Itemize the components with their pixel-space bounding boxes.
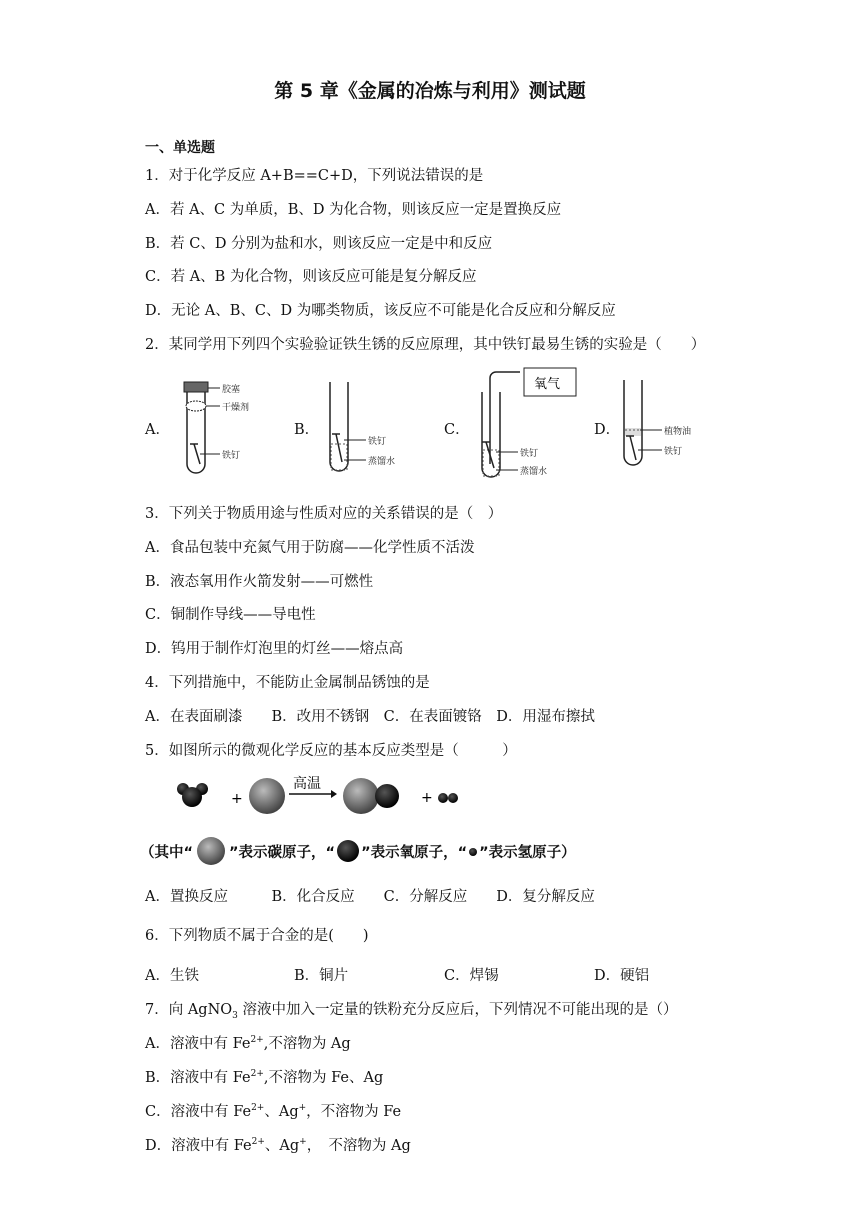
q7-d-post: ， 不溶物为 Ag [306, 1138, 411, 1154]
reaction-diagram [165, 772, 485, 822]
fig-c-label2: 蒸馏水 [520, 467, 548, 477]
legend-text-c: ”表示氧原子，“ [361, 844, 468, 861]
plus-sign-2: + [421, 790, 433, 806]
q7-b-sup: 2+ [250, 1069, 264, 1080]
q7-option-d [145, 1134, 411, 1155]
q3-option-d: D．钨用于制作灯泡里的灯丝——熔点高 [145, 641, 404, 657]
q2-label-b: B． [294, 422, 320, 438]
q1-option-d: D．无论 A、B、C、D 为哪类物质，该反应不可能是化合反应和分解反应 [145, 303, 616, 319]
q2-label-c: C． [444, 422, 470, 438]
q1-option-a: A．若 A、C 为单质，B、D 为化合物，则该反应一定是置换反应 [145, 202, 562, 218]
q1-option-c: C．若 A、B 为化合物，则该反应可能是复分解反应 [145, 269, 477, 285]
legend-hydrogen-icon [467, 845, 479, 857]
fig-b-label1: 铁钉 [368, 437, 387, 447]
q7-option-b [145, 1066, 383, 1087]
q6-option-d: D．硬铝 [594, 968, 650, 984]
q7-c-mid: 、Ag [264, 1104, 299, 1120]
q3-stem: 3．下列关于物质用途与性质对应的关系错误的是（ ） [145, 506, 503, 522]
q7-stem-b: 溶液中加入一定量的铁粉充分反应后，下列情况不可能出现的是（） [237, 1002, 678, 1018]
fig-b-label2: 蒸馏水 [368, 457, 396, 467]
reaction-condition: 高温 [293, 776, 321, 792]
page-title: 第 5 章《金属的冶炼与利用》测试题 [274, 80, 586, 102]
q6-option-c: C．焊锡 [444, 968, 499, 984]
q2-label-d: D． [594, 422, 621, 438]
fig-a-label3: 铁钉 [222, 451, 241, 461]
q7-b-post: ,不溶物为 Fe、Ag [263, 1070, 384, 1086]
rust-experiment-figure [160, 364, 720, 484]
q7-c-post: ，不溶物为 Fe [306, 1104, 402, 1120]
fig-a-label2: 干燥剂 [222, 403, 250, 413]
q1-option-b: B．若 C、D 分别为盐和水，则该反应一定是中和反应 [145, 236, 493, 252]
q6-stem: 6．下列物质不属于合金的是( ) [145, 928, 369, 944]
q7-stem-sub: 3 [232, 1010, 238, 1021]
q3-option-c: C．铜制作导线——导电性 [145, 607, 316, 623]
carbon-atom [249, 778, 285, 814]
tube-a [184, 382, 249, 473]
q7-c-pre: C．溶液中有 Fe [145, 1104, 252, 1120]
q5-stem: 5．如图所示的微观化学反应的基本反应类型是（ ） [145, 743, 517, 759]
tube-d [624, 380, 691, 465]
q5-options: A．置换反应 B．化合反应 C．分解反应 D．复分解反应 [145, 889, 595, 905]
legend-carbon-icon [193, 836, 229, 866]
q7-stem [145, 998, 678, 1021]
hydrogen-molecule [438, 793, 458, 803]
legend-text-a: （其中“ [140, 844, 194, 861]
legend-text-d: ”表示氢原子） [479, 844, 576, 861]
q7-c-sup2: + [298, 1103, 307, 1114]
q5-legend [140, 836, 576, 866]
q3-option-a: A．食品包装中充氮气用于防腐——化学性质不活泼 [145, 540, 475, 556]
co-molecule [343, 778, 399, 814]
fig-d-label2: 铁钉 [664, 447, 683, 457]
q7-d-pre: D．溶液中有 Fe [145, 1138, 252, 1154]
q7-c-sup: 2+ [251, 1103, 265, 1114]
tube-c [482, 368, 576, 477]
fig-a-label1: 胶塞 [222, 385, 241, 395]
fig-c-label1: 铁钉 [520, 449, 539, 459]
arrow-head [331, 790, 337, 798]
water-molecule [177, 783, 208, 807]
q4-stem: 4．下列措施中，不能防止金属制品锈蚀的是 [145, 675, 430, 691]
q7-option-c [145, 1100, 401, 1121]
tube-b [330, 382, 395, 471]
q7-d-sup: 2+ [251, 1137, 265, 1148]
q7-a-pre: A．溶液中有 Fe [145, 1036, 251, 1052]
q2-stem: 2．某同学用下列四个实验验证铁生锈的反应原理，其中铁钉最易生锈的实验是（ ） [145, 337, 706, 353]
q7-b-pre: B．溶液中有 Fe [145, 1070, 251, 1086]
q4-options: A．在表面刷漆 B．改用不锈钢 C．在表面镀铬 D．用湿布擦拭 [145, 709, 595, 725]
q7-a-post: ,不溶物为 Ag [263, 1036, 351, 1052]
q7-d-mid: 、Ag [264, 1138, 300, 1154]
q7-a-sup: 2+ [250, 1035, 264, 1046]
legend-text-b: ”表示碳原子，“ [229, 844, 336, 861]
section-heading: 一、单选题 [145, 140, 215, 156]
q3-option-b: B．液态氧用作火箭发射——可燃性 [145, 574, 374, 590]
q7-option-a [145, 1032, 351, 1053]
q7-stem-a: 7．向 AgNO [145, 1002, 233, 1018]
q2-label-a: A． [145, 422, 170, 438]
plus-sign: + [231, 791, 243, 807]
q7-d-sup2: + [299, 1137, 307, 1148]
fig-d-label1: 植物油 [664, 427, 692, 437]
q6-option-b: B．铜片 [294, 968, 349, 984]
fig-c-oxygen: 氧气 [534, 377, 561, 392]
q1-stem: 1．对于化学反应 A+B==C+D，下列说法错误的是 [145, 168, 484, 184]
legend-oxygen-icon [335, 838, 361, 864]
q6-option-a: A．生铁 [145, 968, 199, 984]
